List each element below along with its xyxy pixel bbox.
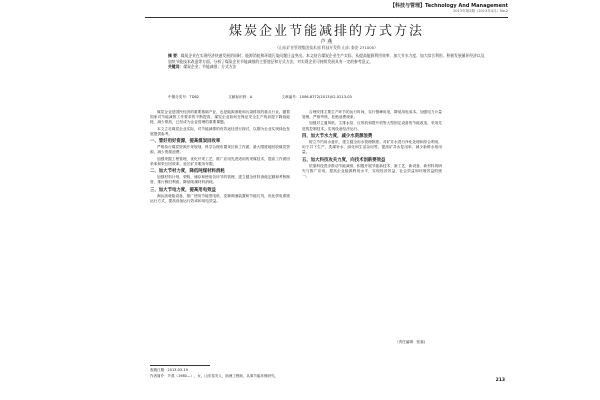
author-name: 芦 燕: [320, 39, 333, 45]
body-paragraph: 加强采掘工程管理，优化开采工艺，推广应用先进适用的采煤技术，提高工作面回采率和采区回收率，延长矿井服务年限。: [150, 156, 290, 166]
keywords-text: 煤炭企业；节能减排；方式方法: [183, 64, 237, 70]
section-heading-4: 四、加大节水力度，减少水资源浪费: [302, 133, 373, 139]
section-heading-3: 三、加大节电力度，提高用电效益: [150, 187, 216, 193]
journal-issue: 2013年第2期（2013年4月）No.2: [453, 9, 508, 13]
intro-paragraph: 煤炭企业是国民经济的重要基础产业，也是能源消耗和污染排放的重点行业。随着国家对节能减排工作要求的不断提高，煤炭企业如何在保证安全生产的前提下降低能耗、减少排放，已经成为企业管理的重要课题。: [150, 110, 290, 125]
body-paragraph: 树立节约用水意识，建立健全用水管理制度。对矿井水进行净化处理和综合利用，用于井下生产、洗煤补水、绿化和生活杂用等，提高矿井水复用率，减少新鲜水取用量。: [302, 140, 442, 155]
author-bio: 作者简介：芦燕（1980—），女，山东泰安人，助理工程师，从事节能环保研究。: [150, 374, 278, 378]
abstract-text: 煤炭企业在实现经济快速发展的同时，能源消耗和环境污染问题日益突出。本文结合煤炭企业生产实际，从提高能源利用效率、加大节水力度、加大综合利用、积极发展循环经济以及加快节能技术改造等方面，分析了煤炭企业节能减排的主要途径和方式方法，对实现企业可持续发展具有一定的参考意义。: [168, 53, 485, 64]
top-band: [0, 0, 600, 22]
responsible-editor: （责任编辑：张嘉): [395, 340, 426, 344]
author-affiliation: （山东矿业管理集团技术部 科技开发科 山东 泰安 271000）: [275, 45, 378, 50]
article-title: 煤炭企业节能减排的方式方法: [228, 24, 424, 39]
intro-paragraph: 本文立足煤炭企业实际，对节能减排的有效途径进行探讨，以期为企业实现绿色发展提供参考。: [150, 126, 290, 136]
footnote-divider: [150, 365, 210, 366]
section-heading-2: 二、加大节材力度，降低吨煤材料消耗: [150, 169, 225, 175]
body-paragraph: 严格执行煤炭资源开采规划，科学合理布置采区和工作面，最大限度地回收煤炭资源，减少资源浪费。: [150, 145, 290, 155]
body-paragraph: 依靠科技进步推动节能减排，积极开展节能新技术、新工艺、新设备、新材料的研究与推广应用，提高企业能源利用水平，实现经济效益、社会效益和环境效益的统一。: [302, 163, 442, 179]
body-paragraph: 淘汰高耗能设备，推广使用节能型电机、变频调速装置和节能灯具，优化供电系统运行方式，提高设备运行效率和用电效益。: [150, 193, 290, 204]
section-heading-1: 一、管好用好资源，提高煤炭回收率: [150, 139, 221, 145]
abstract-label: 摘 要：: [168, 53, 181, 58]
abstract-block: [168, 53, 485, 70]
keywords-label: 关键词：: [168, 64, 184, 70]
clc-number: 中图分类号：TD82: [168, 95, 200, 99]
document-code: 文献标识码：A: [228, 95, 253, 99]
classification-line: [168, 95, 380, 100]
section-heading-5: 五、加大科技攻关力度，向技术创新要效益: [302, 157, 386, 163]
received-date: 收稿日期：2013-03-19: [150, 368, 188, 372]
body-paragraph: 加强对主通风机、主排水泵、压风机和提升机等大型固定设备的节能改造，采用先进的控制技术，实现设备经济运行。: [302, 121, 442, 131]
body-paragraph: 合理安排主要生产环节的运行时间，实行错峰用电，降低用电成本。加强电力计量管理，严格考核，杜绝浪费现象。: [302, 110, 442, 120]
left-column: [150, 110, 290, 205]
page-number: 213: [495, 378, 505, 383]
journal-section-header: 【科技与管理】Technology And Management: [390, 3, 508, 9]
body-paragraph: 加强材料计划、采购、储存和使用各环节的管理，建立健全材料消耗定额和考核制度，推行修旧利废，降低吨煤材料消耗。: [150, 175, 290, 185]
right-column: [302, 110, 442, 180]
header-divider: [145, 17, 508, 18]
article-number: 文章编号：1006-8772(2013)02-0213-03: [281, 95, 352, 99]
